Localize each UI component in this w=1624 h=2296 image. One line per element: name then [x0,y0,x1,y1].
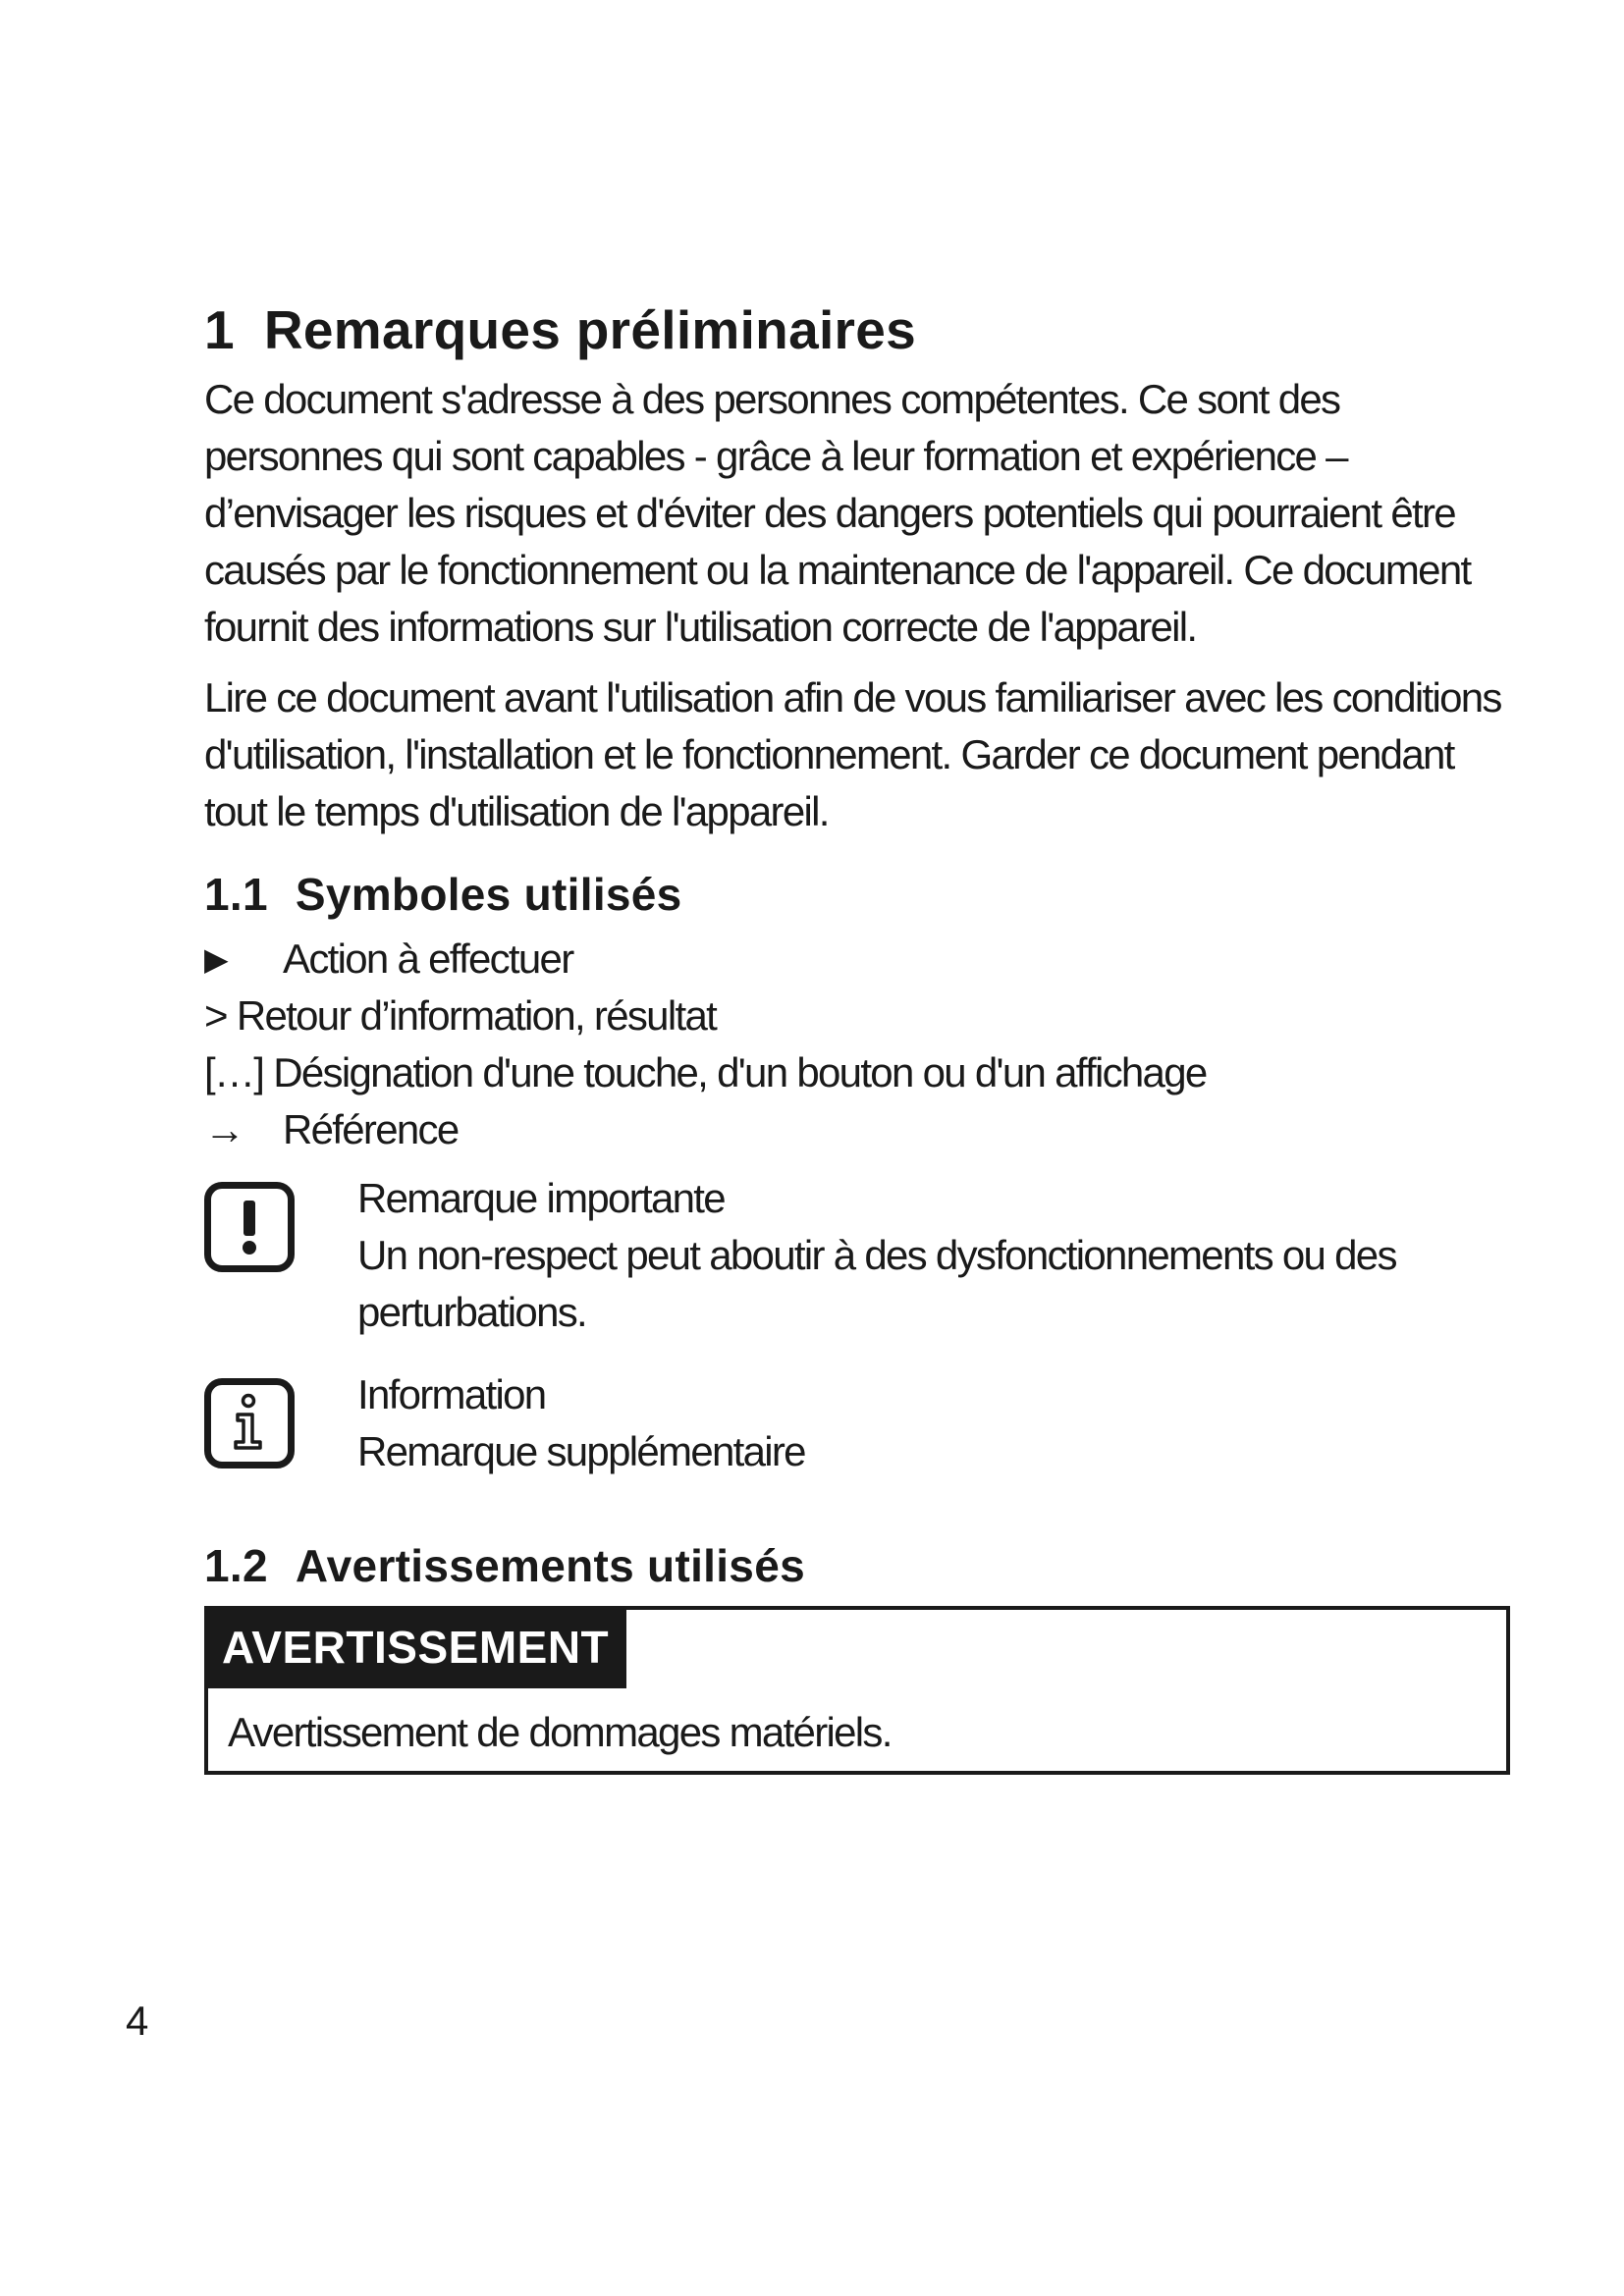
symbol-label: Action à effectuer [283,935,573,982]
section-1-heading [204,294,1510,365]
page-number: 4 [126,1998,149,2044]
section-1-1-title: Symboles utilisés [295,869,682,920]
page-content [204,294,1510,1775]
warning-box [204,1606,1510,1775]
notice-title: Information [357,1371,546,1417]
play-triangle-icon: ▶ [204,941,227,977]
info-icon [204,1378,295,1468]
greater-than-symbol: > [204,992,227,1039]
section-1-2-heading [204,1535,1510,1596]
symbol-label: Retour d’information, résultat [236,992,717,1039]
notice-title: Remarque importante [357,1175,725,1221]
section-1-2-title: Avertissements utilisés [295,1540,805,1591]
section-1-number: 1 [204,299,235,360]
section-1-title: Remarques préliminaires [263,299,917,360]
symbol-row-designation [204,1044,1510,1101]
notice-body: Un non-respect peut aboutir à des dysfonctionnements ou des perturbations. [357,1232,1396,1335]
symbol-row-action [204,931,1510,988]
warning-label: AVERTISSEMENT [204,1606,626,1688]
warning-text: Avertissement de dommages matériels. [228,1709,892,1755]
notice-important [204,1170,1510,1341]
symbol-row-feedback [204,988,1510,1044]
intro-paragraph-1: Ce document s'adresse à des personnes compétentes. Ce sont des personnes qui sont capables - grâce à leur formation et expérience – d’envisager les risques et d'éviter des dangers potentiels qui pourraient être causés par le fonctionnement ou la maintenance de l'appareil. Ce document fournit des informations sur l'utilisation correcte de l'appareil. [204,376,1471,650]
symbol-label: Désignation d'une touche, d'un bouton ou d'un affichage [273,1049,1207,1095]
section-1-2-number: 1.2 [204,1540,268,1591]
notice-information-text [357,1366,1510,1480]
section-1-1-heading [204,864,1510,925]
exclamation-icon [204,1182,295,1272]
arrow-right-icon: → [204,1106,244,1152]
section-1-1-number: 1.1 [204,869,268,920]
brackets-symbol: […] [204,1049,264,1095]
symbol-label: Référence [283,1106,459,1152]
intro-paragraph-2: Lire ce document avant l'utilisation afin de vous familiariser avec les conditions d'utilisation, l'installation et le fonctionnement. Garder ce document pendant tout le temps d'utilisation de l'appareil. [204,674,1501,834]
notice-body: Remarque supplémentaire [357,1428,805,1474]
notice-important-text [357,1170,1510,1341]
notice-information [204,1366,1510,1480]
symbol-row-reference [204,1101,1510,1158]
